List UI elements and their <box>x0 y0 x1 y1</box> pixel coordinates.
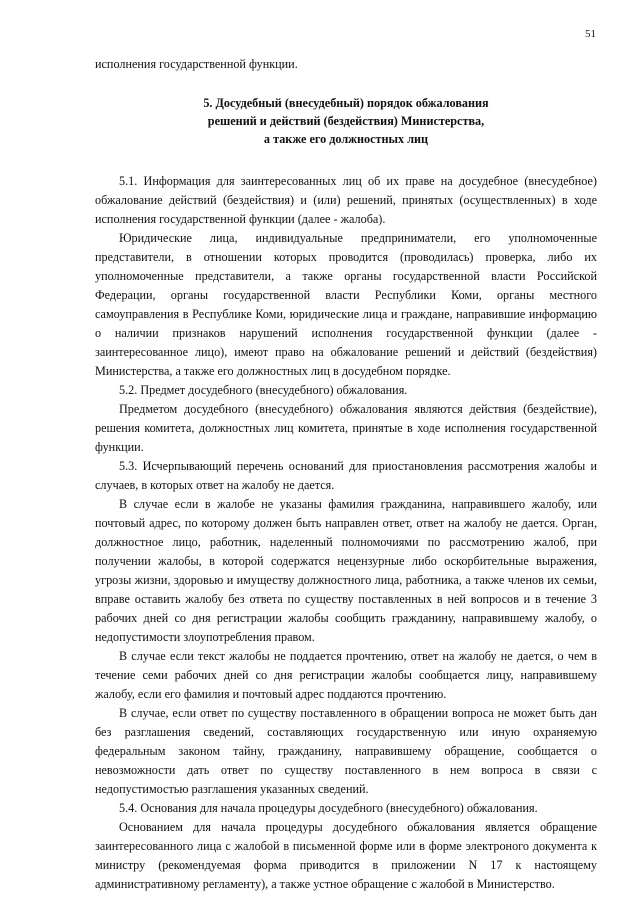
section-heading-line: решений и действий (бездействия) Министерства, <box>207 114 485 128</box>
paragraph-5-3: 5.3. Исчерпывающий перечень оснований для приостановления рассмотрения жалобы и случаев, в которых ответ на жалобу не дается. <box>95 459 597 492</box>
paragraph-grounds: Основанием для начала процедуры досудебного обжалования является обращение заинтересованного лица с жалобой в письменной форме или в форме электроного документа к министру (рекомендуемая форма приводится в приложении N 17 к настоящему административному регламенту), а также устное обращение с жалобой в Министерство. <box>95 820 597 891</box>
section-heading <box>95 94 597 148</box>
paragraph-5-1: 5.1. Информация для заинтересованных лиц об их праве на досудебное (внесудебное) обжалование действий (бездействия) и (или) решений, принятых (осуществленных) в ходе исполнения государственной функции (далее - жалоба). <box>95 174 597 226</box>
section-heading-line: а также его должностных лиц <box>263 132 429 146</box>
document-body <box>95 55 597 894</box>
paragraph-5-4: 5.4. Основания для начала процедуры досудебного (внесудебного) обжалования. <box>119 801 538 815</box>
paragraph-no-name: В случае если в жалобе не указаны фамилия гражданина, направившего жалобу, или почтовый адрес, по которому должен быть направлен ответ, ответ на жалобу не дается. Орган, должностное лицо, работник, наделенный полномочиями по рассмотрению жалоб, при получении жалобы, в которой содержатся нецензурные либо оскорбительные выражения, угрозы жизни, здоровью и имуществу должностного лица, работника, а также членов их семьи, вправе оставить жалобу без ответа по существу поставленных в ней вопросов и в течение 3 рабочих дней со дня регистрации жалобы сообщить гражданину, направившему жалобу, о недопустимости злоупотребления правом. <box>95 497 597 644</box>
carryover-text: исполнения государственной функции. <box>95 57 298 71</box>
page-number: 51 <box>585 28 596 40</box>
paragraph-unreadable: В случае если текст жалобы не поддается прочтению, ответ на жалобу не дается, о чем в течение семи рабочих дней со дня регистрации жалобы сообщается лицу, направившему жалобу, если его фамилия и почтовый адрес поддаются прочтению. <box>95 649 597 701</box>
section-heading-line: 5. Досудебный (внесудебный) порядок обжалования <box>203 96 489 110</box>
paragraph-secret: В случае, если ответ по существу поставленного в обращении вопроса не может быть дан без разглашения сведений, составляющих государственную или иную охраняемую федеральным законом тайну, гражданину, направившему обращение, сообщается о невозможности дать ответ по существу поставленного в нем вопроса в связи с недопустимостью разглашения указанных сведений. <box>95 706 597 796</box>
paragraph-5-2: 5.2. Предмет досудебного (внесудебного) обжалования. <box>119 383 408 397</box>
paragraph-interested-parties: Юридические лица, индивидуальные предприниматели, его уполномоченные представители, в отношении которых проводится (проводилась) проверка, либо их уполномоченные представители, а также органы государственной власти Российской Федерации, органы государственной власти Республики Коми, органы местного самоуправления в Республике Коми, юридические лица и граждане, направившие информацию о наличии признаков нарушений исполнения государственной функции (далее - заинтересованное лицо), имеют право на обжалование решений и действий (бездействия) Министерства, а также его должностных лиц в досудебном порядке. <box>95 231 597 378</box>
paragraph-subject: Предметом досудебного (внесудебного) обжалования являются действия (бездействие), решения комитета, должностных лиц комитета, принятые в ходе исполнения государственной функции. <box>95 402 597 454</box>
